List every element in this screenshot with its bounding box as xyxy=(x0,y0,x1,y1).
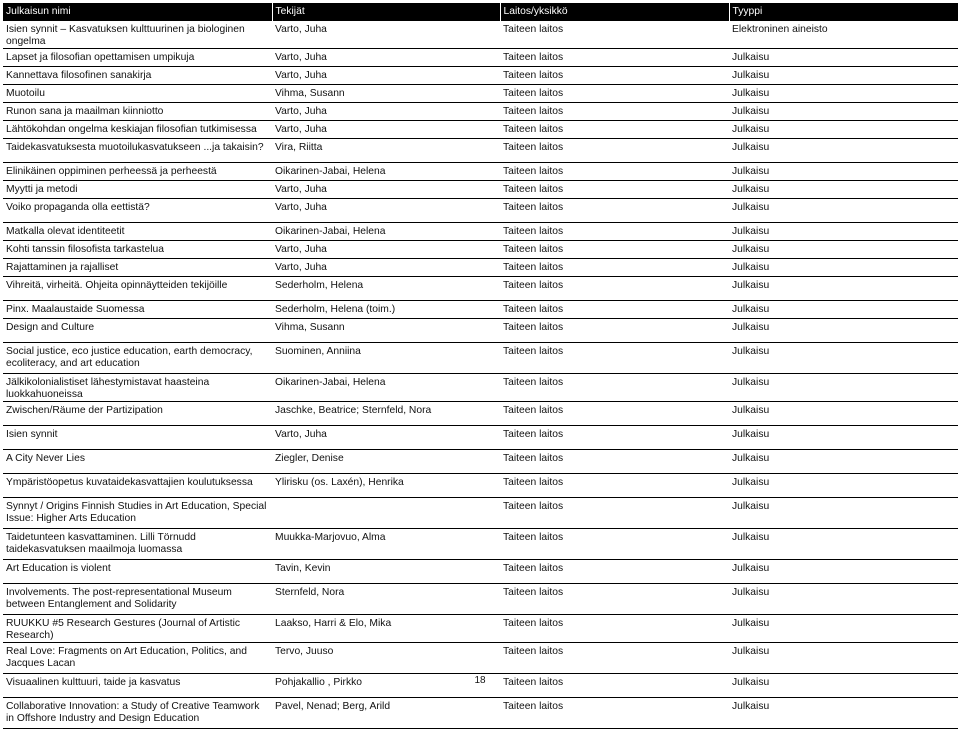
publication-authors: Sederholm, Helena (toim.) xyxy=(272,301,500,319)
publication-authors: Pavel, Nenad; Berg, Arild xyxy=(272,698,500,729)
publication-type: Julkaisu xyxy=(729,223,958,241)
table-row xyxy=(3,223,958,241)
table-row xyxy=(3,319,958,343)
publication-title: Isien synnit – Kasvatuksen kulttuurinen ja biologinen ongelma xyxy=(3,21,272,49)
publication-department: Taiteen laitos xyxy=(500,21,729,49)
publication-type: Julkaisu xyxy=(729,67,958,85)
publication-authors: Ylirisku (os. Laxén), Henrika xyxy=(272,474,500,498)
publication-type: Elektroninen aineisto xyxy=(729,21,958,49)
publication-department: Taiteen laitos xyxy=(500,163,729,181)
table-row xyxy=(3,21,958,49)
publication-title: Ympäristöopetus kuvataidekasvattajien koulutuksessa xyxy=(3,474,272,498)
publication-authors: Vira, Riitta xyxy=(272,139,500,163)
publication-authors: Muukka-Marjovuo, Alma xyxy=(272,529,500,560)
publication-type: Julkaisu xyxy=(729,560,958,584)
table-row xyxy=(3,301,958,319)
publication-type: Julkaisu xyxy=(729,374,958,402)
table-row xyxy=(3,121,958,139)
column-header-department: Laitos/yksikkö xyxy=(500,3,729,21)
table-row xyxy=(3,402,958,426)
table-row xyxy=(3,426,958,450)
table-header xyxy=(3,3,958,21)
publication-authors: Sternfeld, Nora xyxy=(272,584,500,615)
publication-authors: Varto, Juha xyxy=(272,67,500,85)
publication-title: Muotoilu xyxy=(3,85,272,103)
publication-type: Julkaisu xyxy=(729,49,958,67)
publication-title: Vihreitä, virheitä. Ohjeita opinnäytteiden tekijöille xyxy=(3,277,272,301)
publication-type: Julkaisu xyxy=(729,181,958,199)
publication-department: Taiteen laitos xyxy=(500,277,729,301)
publication-authors: Tavin, Kevin xyxy=(272,560,500,584)
publication-department: Taiteen laitos xyxy=(500,426,729,450)
table-row xyxy=(3,103,958,121)
table-row xyxy=(3,529,958,560)
table-row xyxy=(3,259,958,277)
table-row xyxy=(3,343,958,374)
publication-department: Taiteen laitos xyxy=(500,49,729,67)
publication-department: Taiteen laitos xyxy=(500,121,729,139)
publication-department: Taiteen laitos xyxy=(500,319,729,343)
publication-department: Taiteen laitos xyxy=(500,498,729,529)
publication-title: Involvements. The post-representational Museum between Entanglement and Solidarity xyxy=(3,584,272,615)
page-number: 18 xyxy=(474,675,486,686)
publication-authors: Varto, Juha xyxy=(272,259,500,277)
publication-authors: Suominen, Anniina xyxy=(272,343,500,374)
publication-authors: Varto, Juha xyxy=(272,121,500,139)
table-row xyxy=(3,199,958,223)
publication-department: Taiteen laitos xyxy=(500,259,729,277)
publication-type: Julkaisu xyxy=(729,319,958,343)
publication-department: Taiteen laitos xyxy=(500,343,729,374)
publication-type: Julkaisu xyxy=(729,85,958,103)
publication-authors: Sederholm, Helena xyxy=(272,277,500,301)
publication-title: Synnyt / Origins Finnish Studies in Art Education, Special Issue: Higher Arts Education xyxy=(3,498,272,529)
publication-type: Julkaisu xyxy=(729,241,958,259)
publication-type: Julkaisu xyxy=(729,277,958,301)
publication-type: Julkaisu xyxy=(729,259,958,277)
publication-authors: Ziegler, Denise xyxy=(272,450,500,474)
publication-authors: Varto, Juha xyxy=(272,21,500,49)
publication-authors: Oikarinen-Jabai, Helena xyxy=(272,163,500,181)
publication-type: Julkaisu xyxy=(729,103,958,121)
publication-authors: Pohjakallio , Pirkko xyxy=(272,674,500,698)
publication-department: Taiteen laitos xyxy=(500,474,729,498)
publication-department: Taiteen laitos xyxy=(500,450,729,474)
publication-title: Zwischen/Räume der Partizipation xyxy=(3,402,272,426)
publication-title: Art Education is violent xyxy=(3,560,272,584)
publication-department: Taiteen laitos xyxy=(500,374,729,402)
publication-authors: Varto, Juha xyxy=(272,199,500,223)
publication-department: Taiteen laitos xyxy=(500,674,729,698)
table-row xyxy=(3,163,958,181)
table-row xyxy=(3,643,958,674)
publication-title: Real Love: Fragments on Art Education, Politics, and Jacques Lacan xyxy=(3,643,272,674)
publication-department: Taiteen laitos xyxy=(500,529,729,560)
publication-type: Julkaisu xyxy=(729,402,958,426)
table-row xyxy=(3,67,958,85)
publication-authors: Varto, Juha xyxy=(272,49,500,67)
publication-title: Taidetunteen kasvattaminen. Lilli Törnudd taidekasvatuksen maailmoja luomassa xyxy=(3,529,272,560)
publication-title: Kohti tanssin filosofista tarkastelua xyxy=(3,241,272,259)
table-row xyxy=(3,181,958,199)
publication-department: Taiteen laitos xyxy=(500,560,729,584)
publication-authors: Jaschke, Beatrice; Sternfeld, Nora xyxy=(272,402,500,426)
publication-type: Julkaisu xyxy=(729,301,958,319)
publication-department: Taiteen laitos xyxy=(500,139,729,163)
publication-type: Julkaisu xyxy=(729,199,958,223)
publication-authors: Tervo, Juuso xyxy=(272,643,500,674)
publication-title: Lapset ja filosofian opettamisen umpikuja xyxy=(3,49,272,67)
publication-title: Myytti ja metodi xyxy=(3,181,272,199)
table-row xyxy=(3,450,958,474)
publication-title: Matkalla olevat identiteetit xyxy=(3,223,272,241)
publication-type: Julkaisu xyxy=(729,163,958,181)
publication-title: Isien synnit xyxy=(3,426,272,450)
publication-authors: Varto, Juha xyxy=(272,103,500,121)
publication-title: A City Never Lies xyxy=(3,450,272,474)
publication-department: Taiteen laitos xyxy=(500,698,729,729)
publication-type: Julkaisu xyxy=(729,121,958,139)
publication-department: Taiteen laitos xyxy=(500,199,729,223)
publication-type: Julkaisu xyxy=(729,643,958,674)
publication-title: Social justice, eco justice education, earth democracy, ecoliteracy, and art education xyxy=(3,343,272,374)
publication-authors xyxy=(272,498,500,529)
publication-type: Julkaisu xyxy=(729,584,958,615)
publication-title: RUUKKU #5 Research Gestures (Journal of Artistic Research) xyxy=(3,615,272,643)
publication-department: Taiteen laitos xyxy=(500,223,729,241)
publication-department: Taiteen laitos xyxy=(500,85,729,103)
column-header-title: Julkaisun nimi xyxy=(3,3,272,21)
table-row xyxy=(3,139,958,163)
publication-authors: Vihma, Susann xyxy=(272,85,500,103)
table-body xyxy=(3,21,958,729)
table-row xyxy=(3,698,958,729)
publication-authors: Vihma, Susann xyxy=(272,319,500,343)
publication-type: Julkaisu xyxy=(729,474,958,498)
publication-department: Taiteen laitos xyxy=(500,402,729,426)
header-row xyxy=(3,3,958,21)
publication-type: Julkaisu xyxy=(729,139,958,163)
publication-department: Taiteen laitos xyxy=(500,584,729,615)
publication-department: Taiteen laitos xyxy=(500,181,729,199)
publication-title: Jälkikolonialistiset lähestymistavat haasteina luokkahuoneissa xyxy=(3,374,272,402)
table-row xyxy=(3,474,958,498)
publication-title: Lähtökohdan ongelma keskiajan filosofian tutkimisessa xyxy=(3,121,272,139)
table-row xyxy=(3,374,958,402)
publication-title: Pinx. Maalaustaide Suomessa xyxy=(3,301,272,319)
publication-authors: Varto, Juha xyxy=(272,241,500,259)
publication-department: Taiteen laitos xyxy=(500,103,729,121)
publication-title: Voiko propaganda olla eettistä? xyxy=(3,199,272,223)
publication-title: Runon sana ja maailman kiinniotto xyxy=(3,103,272,121)
publication-department: Taiteen laitos xyxy=(500,615,729,643)
table-row xyxy=(3,241,958,259)
publication-authors: Oikarinen-Jabai, Helena xyxy=(272,223,500,241)
table-row xyxy=(3,498,958,529)
publication-title: Kannettava filosofinen sanakirja xyxy=(3,67,272,85)
table-row xyxy=(3,277,958,301)
publication-title: Collaborative Innovation: a Study of Creative Teamwork in Offshore Industry and Design Education xyxy=(3,698,272,729)
publication-authors: Oikarinen-Jabai, Helena xyxy=(272,374,500,402)
table-row xyxy=(3,560,958,584)
table-row xyxy=(3,85,958,103)
publication-title: Taidekasvatuksesta muotoilukasvatukseen ...ja takaisin? xyxy=(3,139,272,163)
publication-authors: Varto, Juha xyxy=(272,181,500,199)
publication-type: Julkaisu xyxy=(729,529,958,560)
publication-department: Taiteen laitos xyxy=(500,241,729,259)
publication-type: Julkaisu xyxy=(729,615,958,643)
table-row xyxy=(3,615,958,643)
publication-type: Julkaisu xyxy=(729,698,958,729)
publications-table xyxy=(3,3,958,729)
publication-title: Elinikäinen oppiminen perheessä ja perheestä xyxy=(3,163,272,181)
publication-title: Visuaalinen kulttuuri, taide ja kasvatus xyxy=(3,674,272,698)
column-header-authors: Tekijät xyxy=(272,3,500,21)
publication-department: Taiteen laitos xyxy=(500,301,729,319)
publication-authors: Varto, Juha xyxy=(272,426,500,450)
publication-title: Design and Culture xyxy=(3,319,272,343)
publication-authors: Laakso, Harri & Elo, Mika xyxy=(272,615,500,643)
publication-type: Julkaisu xyxy=(729,426,958,450)
table-row xyxy=(3,584,958,615)
table-row xyxy=(3,49,958,67)
publication-type: Julkaisu xyxy=(729,343,958,374)
publication-type: Julkaisu xyxy=(729,450,958,474)
publication-department: Taiteen laitos xyxy=(500,67,729,85)
column-header-type: Tyyppi xyxy=(729,3,958,21)
publication-type: Julkaisu xyxy=(729,498,958,529)
publication-type: Julkaisu xyxy=(729,674,958,698)
publication-title: Rajattaminen ja rajalliset xyxy=(3,259,272,277)
publication-department: Taiteen laitos xyxy=(500,643,729,674)
